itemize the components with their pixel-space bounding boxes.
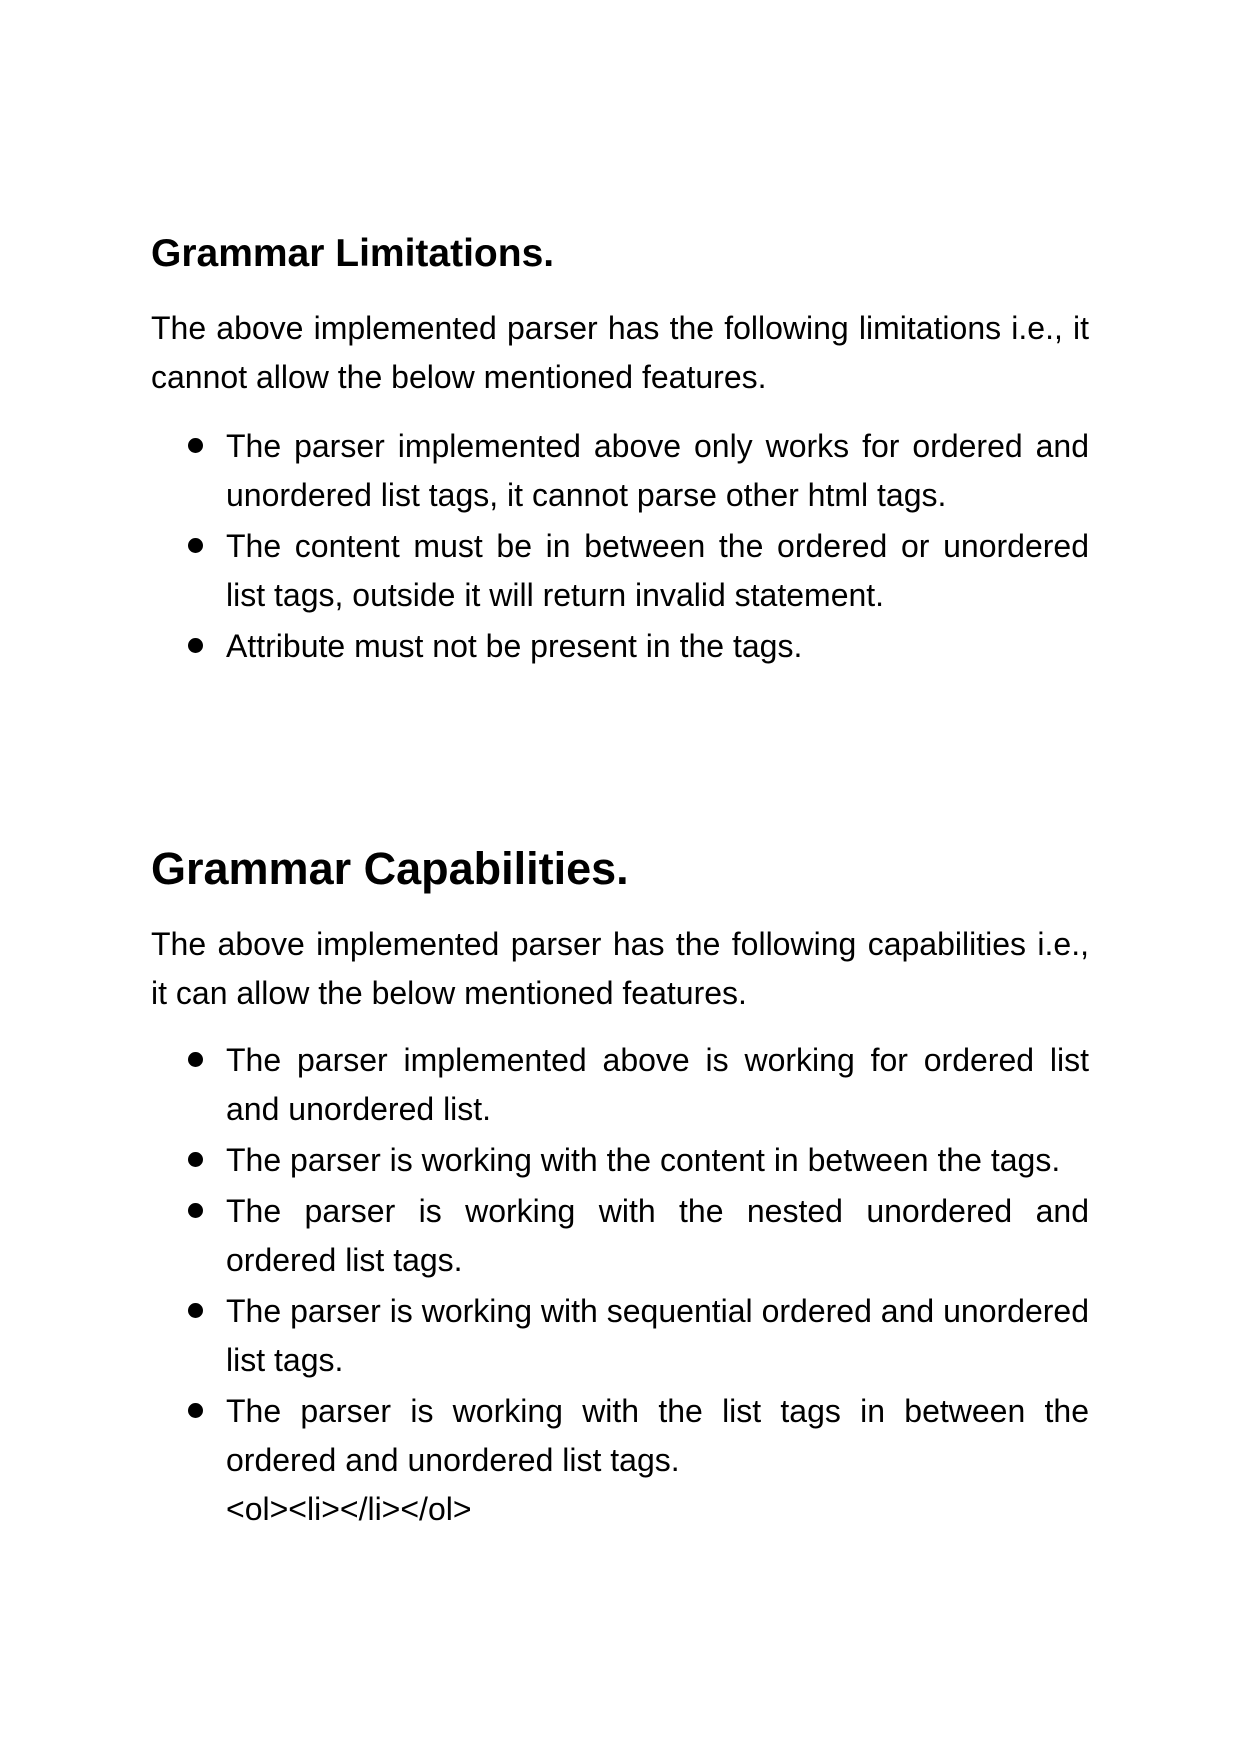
code-example: <ol><li></li></ol> [226,1491,472,1527]
bullet-icon [188,1052,203,1067]
list-item [151,1136,1089,1185]
capabilities-list [151,1036,1089,1536]
list-item [151,1387,1089,1534]
list-item-text: The parser is working with the nested unordered and ordered list tags. [226,1193,1089,1278]
list-item [151,1036,1089,1134]
limitations-intro: The above implemented parser has the following limitations i.e., it cannot allow the below mentioned features. [151,310,1089,395]
list-item-text: The parser is working with the list tags in between the ordered and unordered list tags. [226,1393,1089,1478]
bullet-icon [188,1152,203,1167]
list-item-text: The parser implemented above is working for ordered list and unordered list. [226,1042,1089,1127]
bullet-icon [188,538,203,553]
bullet-icon [188,1303,203,1318]
limitations-list [151,422,1089,673]
list-item [151,1187,1089,1285]
list-item-text: The parser is working with the content in between the tags. [226,1142,1061,1178]
capabilities-intro: The above implemented parser has the following capabilities i.e., it can allow the below mentioned features. [151,926,1089,1011]
list-item-text: Attribute must not be present in the tags. [226,628,803,664]
limitations-heading: Grammar Limitations. [151,232,555,275]
list-item [151,622,1089,671]
list-item-text: The parser is working with sequential ordered and unordered list tags. [226,1293,1089,1378]
list-item [151,422,1089,520]
bullet-icon [188,438,203,453]
bullet-icon [188,1203,203,1218]
list-item [151,1287,1089,1385]
list-item-text: The parser implemented above only works for ordered and unordered list tags, it cannot parse other html tags. [226,428,1089,513]
list-item [151,522,1089,620]
bullet-icon [188,638,203,653]
list-item-text: The content must be in between the ordered or unordered list tags, outside it will return invalid statement. [226,528,1089,613]
capabilities-heading: Grammar Capabilities. [151,843,629,894]
bullet-icon [188,1403,203,1418]
